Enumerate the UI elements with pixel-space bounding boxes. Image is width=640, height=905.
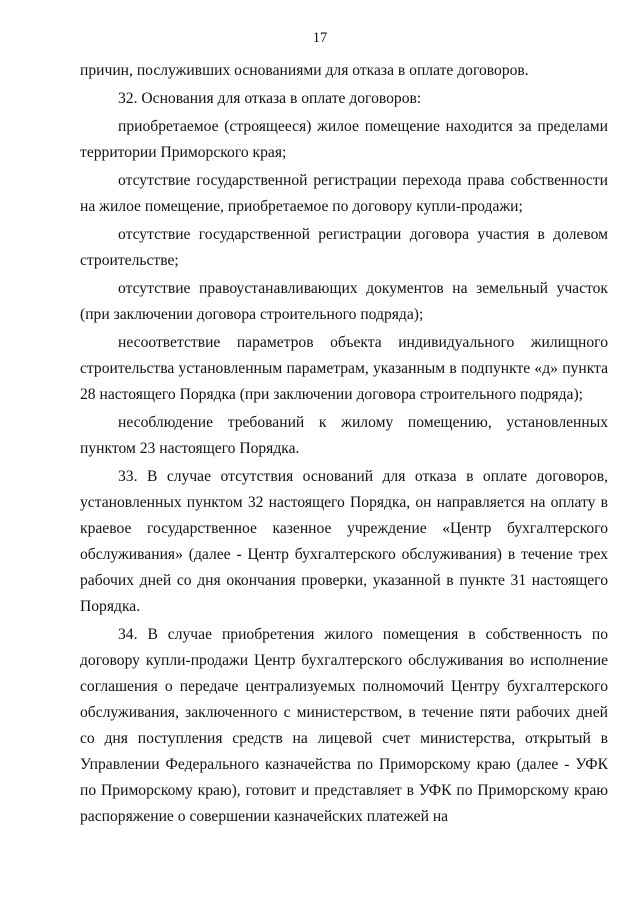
paragraph-continuation: причин, послуживших основаниями для отказа в оплате договоров. <box>80 62 529 79</box>
paragraph-32-item-parameters-mismatch: несоответствие параметров объекта индивидуального жилищного строительства установленным параметрам, указанным в подпункте «д» пункта 28 настоящего Порядка (при заключении договора строительного подряда); <box>80 334 608 403</box>
page-number: 17 <box>312 30 328 46</box>
paragraph-32-item-territory: приобретаемое (строящееся) жилое помещение находится за пределами территории Приморского края; <box>80 118 608 161</box>
document-body <box>80 58 608 830</box>
paragraph-32-heading: 32. Основания для отказа в оплате договоров: <box>118 90 422 107</box>
paragraph-32-item-ownership-registration: отсутствие государственной регистрации перехода права собственности на жилое помещение, приобретаемое по договору купли-продажи; <box>80 172 608 215</box>
paragraph-32-item-land-documents: отсутствие правоустанавливающих документов на земельный участок (при заключении договора строительного подряда); <box>80 280 608 323</box>
paragraph-33: 33. В случае отсутствия оснований для отказа в оплате договоров, установленных пунктом 32 настоящего Порядка, он направляется на оплату в краевое государственное казенное учреждение «Центр бухгалтерского обслуживания» (далее - Центр бухгалтерского обслуживания) в течение трех рабочих дней со дня окончания проверки, указанной в пункте 31 настоящего Порядка. <box>80 468 608 615</box>
paragraph-32-item-shared-construction: отсутствие государственной регистрации договора участия в долевом строительстве; <box>80 226 608 269</box>
paragraph-32-item-requirements: несоблюдение требований к жилому помещению, установленных пунктом 23 настоящего Порядка. <box>80 414 608 457</box>
paragraph-34: 34. В случае приобретения жилого помещения в собственность по договору купли-продажи Центр бухгалтерского обслуживания во исполнение соглашения о передаче централизуемых полномочий Центру бухгалтерского обслуживания, заключенного с министерством, в течение пяти рабочих дней со дня поступления средств на лицевой счет министерства, открытый в Управлении Федерального казначейства по Приморскому краю (далее - УФК по Приморскому краю), готовит и представляет в УФК по Приморскому краю распоряжение о совершении казначейских платежей на <box>80 626 608 825</box>
